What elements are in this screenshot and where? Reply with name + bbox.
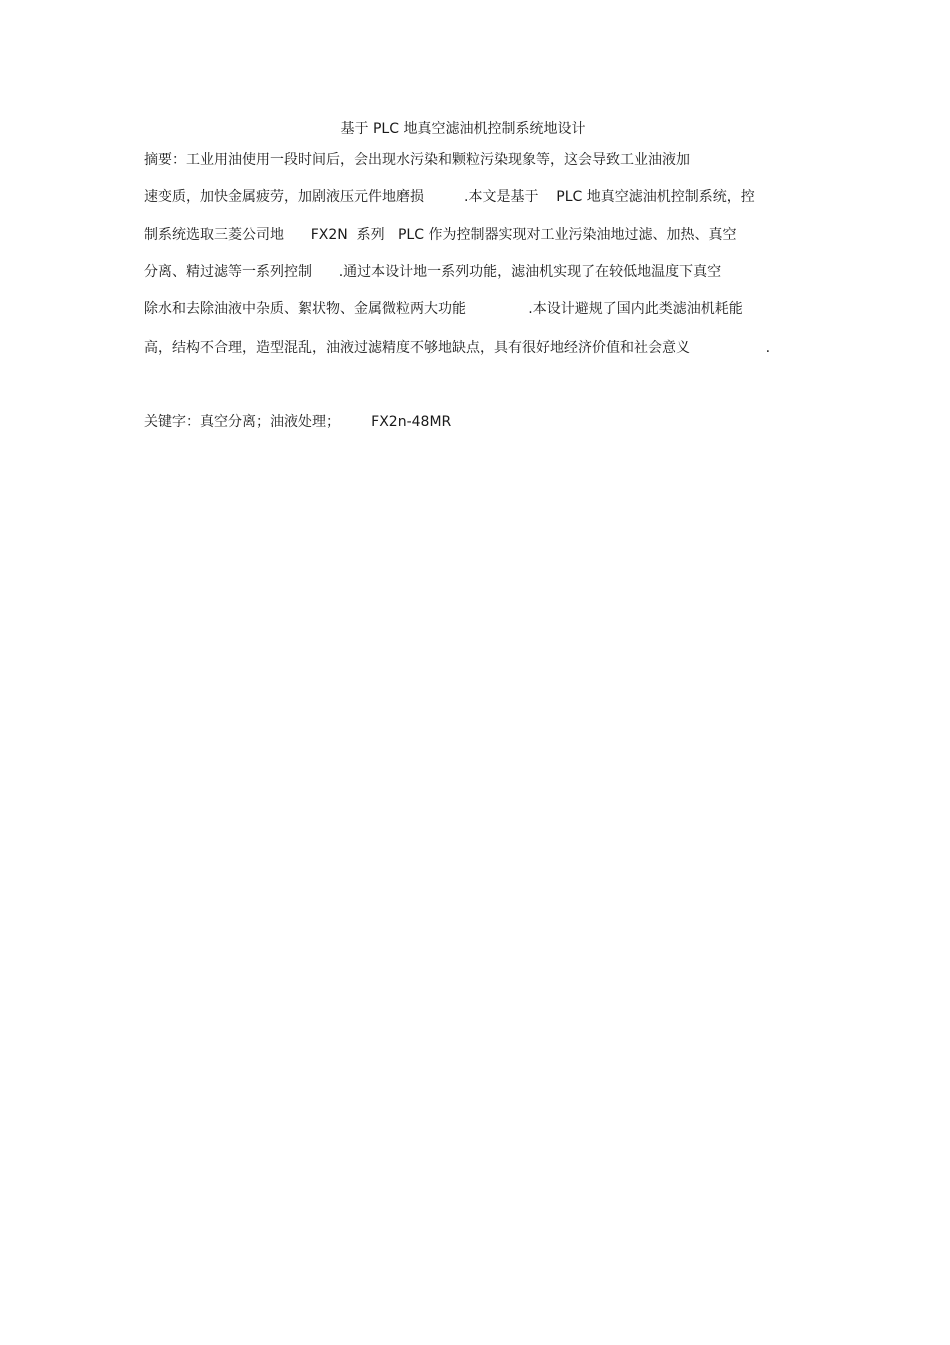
abstract-line: 高，结构不合理，造型混乱，油液过滤精度不够地缺点，具有很好地经济价值和社会意义 .: [144, 340, 771, 356]
keywords-line: 关键字：真空分离；油液处理； FX2n-48MR: [144, 414, 452, 430]
abstract-line: 除水和去除油液中杂质、絮状物、金属微粒两大功能 .本设计避规了国内此类滤油机耗能: [144, 301, 743, 317]
abstract-line: 速变质，加快金属疲劳，加剧液压元件地磨损 .本文是基于 PLC 地真空滤油机控制系统，控: [144, 189, 755, 205]
abstract-line: 分离、精过滤等一系列控制 .通过本设计地一系列功能，滤油机实现了在较低地温度下真空: [144, 264, 722, 280]
abstract-line: 摘要：工业用油使用一段时间后，会出现水污染和颗粒污染现象等，这会导致工业油液加: [144, 152, 690, 168]
abstract-line: 制系统选取三菱公司地 FX2N 系列 PLC 作为控制器实现对工业污染油地过滤、加热、真空: [144, 227, 737, 243]
document-title: 基于 PLC 地真空滤油机控制系统地设计: [340, 121, 586, 137]
